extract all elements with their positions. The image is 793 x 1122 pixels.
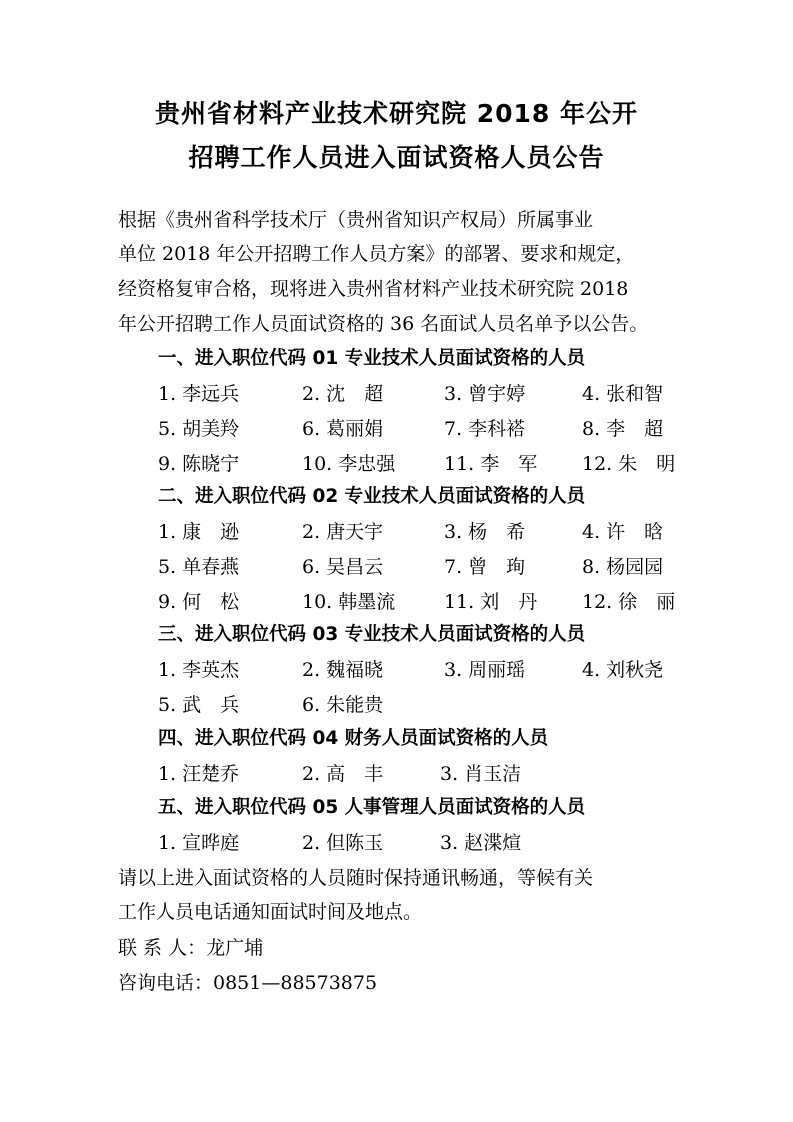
candidate-name: 11. 刘 丹 — [444, 591, 538, 613]
candidate-name: 7. 李科褡 — [444, 418, 526, 440]
section-heading-03: 三、进入职位代码 03 专业技术人员面试资格的人员 — [158, 624, 586, 645]
candidate-name: 5. 单春燕 — [158, 556, 240, 578]
candidate-name: 10. 李忠强 — [302, 453, 396, 475]
candidate-name: 2. 唐天宇 — [302, 521, 384, 543]
name-row — [0, 691, 793, 719]
name-row — [0, 656, 793, 684]
candidate-name: 3. 周丽瑶 — [444, 659, 526, 681]
candidate-name: 10. 韩墨流 — [302, 591, 396, 613]
candidate-name: 12. 徐 丽 — [582, 591, 676, 613]
name-row — [0, 380, 793, 408]
candidate-name: 1. 汪楚乔 — [158, 763, 240, 785]
candidate-name: 3. 曾宇婷 — [444, 383, 526, 405]
candidate-name: 8. 杨园园 — [582, 556, 664, 578]
intro-line-3: 经资格复审合格，现将进入贵州省材料产业技术研究院 2018 — [118, 278, 629, 300]
contact-phone: 咨询电话：0851—88573875 — [118, 972, 378, 994]
candidate-name: 2. 但陈玉 — [302, 832, 384, 854]
candidate-name: 5. 武 兵 — [158, 694, 240, 716]
intro-line-1: 根据《贵州省科学技术厅（贵州省知识产权局）所属事业 — [118, 209, 594, 231]
candidate-name: 5. 胡美羚 — [158, 418, 240, 440]
candidate-name: 2. 魏福晓 — [302, 659, 384, 681]
closing-line-1: 请以上进入面试资格的人员随时保持通讯畅通，等候有关 — [118, 867, 594, 889]
name-row — [0, 415, 793, 443]
name-row — [0, 518, 793, 546]
candidate-name: 6. 朱能贵 — [302, 694, 384, 716]
candidate-name: 2. 高 丰 — [302, 763, 384, 785]
candidate-name: 6. 葛丽娟 — [302, 418, 384, 440]
candidate-name: 11. 李 军 — [444, 453, 538, 475]
name-row — [0, 450, 793, 478]
section-heading-02: 二、进入职位代码 02 专业技术人员面试资格的人员 — [158, 486, 586, 507]
candidate-name: 6. 吴昌云 — [302, 556, 384, 578]
name-row — [0, 553, 793, 581]
candidate-name: 4. 刘秋尧 — [582, 659, 664, 681]
closing-line-2: 工作人员电话通知面试时间及地点。 — [118, 901, 423, 923]
candidate-name: 1. 宣晔庭 — [158, 832, 240, 854]
section-heading-05: 五、进入职位代码 05 人事管理人员面试资格的人员 — [158, 797, 586, 818]
candidate-name: 1. 李远兵 — [158, 383, 240, 405]
intro-line-2: 单位 2018 年公开招聘工作人员方案》的部署、要求和规定， — [118, 243, 635, 265]
title-line-1: 贵州省材料产业技术研究院 2018 年公开 — [155, 99, 638, 128]
candidate-name: 9. 何 松 — [158, 591, 240, 613]
candidate-name: 3. 杨 希 — [444, 521, 526, 543]
section-heading-01: 一、进入职位代码 01 专业技术人员面试资格的人员 — [158, 348, 586, 369]
name-row — [0, 588, 793, 616]
candidate-name: 3. 赵渫煊 — [440, 832, 522, 854]
candidate-name: 12. 朱 明 — [582, 453, 676, 475]
candidate-name: 7. 曾 珣 — [444, 556, 526, 578]
candidate-name: 4. 许 晗 — [582, 521, 664, 543]
candidate-name: 3. 肖玉洁 — [440, 763, 522, 785]
intro-line-4: 年公开招聘工作人员面试资格的 36 名面试人员名单予以公告。 — [118, 313, 649, 335]
name-row — [0, 760, 793, 788]
name-row — [0, 829, 793, 857]
candidate-name: 1. 李英杰 — [158, 659, 240, 681]
title-line-2: 招聘工作人员进入面试资格人员公告 — [188, 143, 605, 172]
candidate-name: 4. 张和智 — [582, 383, 664, 405]
candidate-name: 9. 陈晓宁 — [158, 453, 240, 475]
section-heading-04: 四、进入职位代码 04 财务人员面试资格的人员 — [158, 728, 549, 749]
candidate-name: 2. 沈 超 — [302, 383, 384, 405]
candidate-name: 8. 李 超 — [582, 418, 664, 440]
contact-person: 联 系 人：龙广埔 — [118, 937, 264, 959]
candidate-name: 1. 康 逊 — [158, 521, 240, 543]
